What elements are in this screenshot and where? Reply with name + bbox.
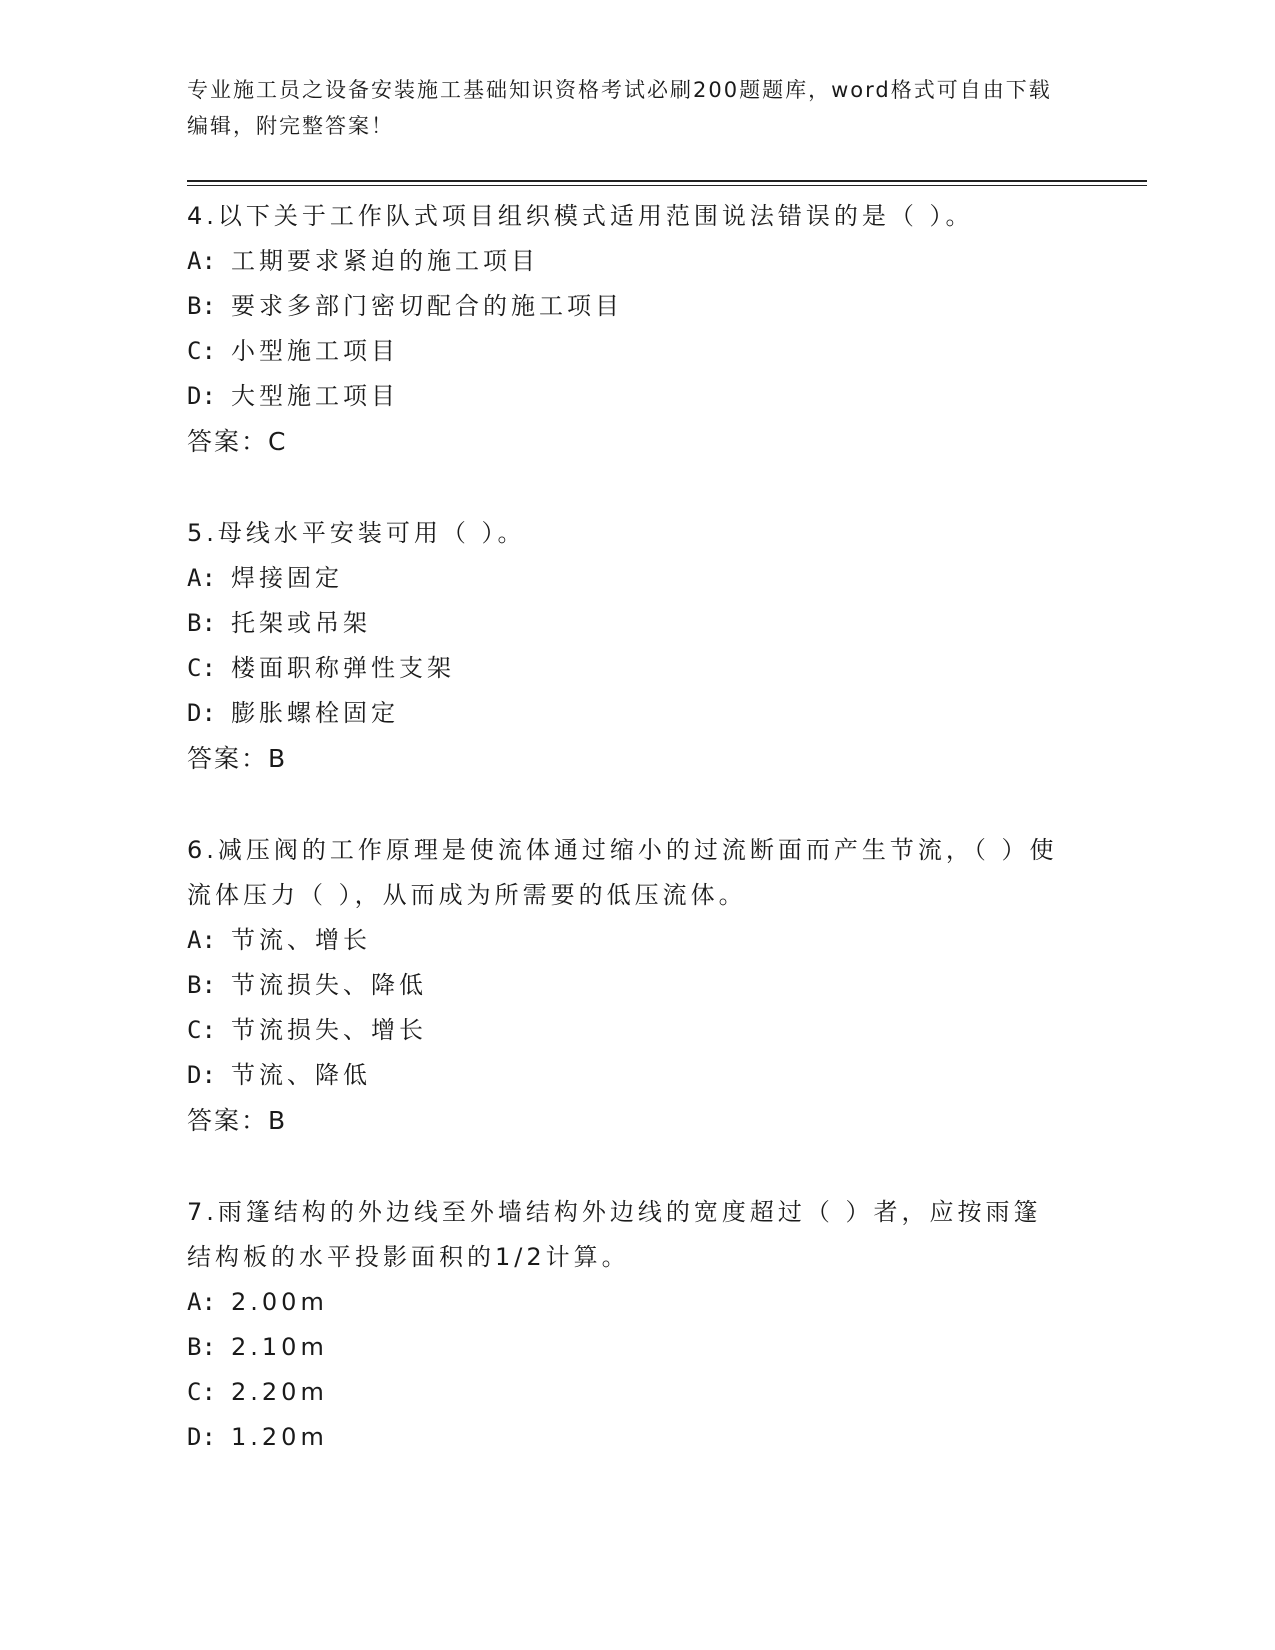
option-d bbox=[187, 374, 1147, 419]
option-c bbox=[187, 1008, 1147, 1053]
answer-line: 答案：C bbox=[187, 427, 288, 456]
question-item bbox=[187, 194, 1147, 465]
option-letter: B: bbox=[187, 609, 216, 637]
option-b bbox=[187, 1325, 1147, 1370]
option-a bbox=[187, 1280, 1147, 1325]
option-letter: D: bbox=[187, 699, 216, 727]
option-letter: B: bbox=[187, 292, 216, 320]
question-text: 7.雨篷结构的外边线至外墙结构外边线的宽度超过（ ）者，应按雨篷结构板的水平投影面积的1/2计算。 bbox=[187, 1198, 1042, 1271]
question-item bbox=[187, 1190, 1147, 1460]
option-c bbox=[187, 646, 1147, 691]
option-text: 膨胀螺栓固定 bbox=[231, 699, 399, 727]
option-letter: B: bbox=[187, 971, 216, 999]
option-text: 1.20m bbox=[231, 1423, 328, 1451]
option-text: 楼面职称弹性支架 bbox=[231, 654, 455, 682]
option-letter: D: bbox=[187, 382, 216, 410]
answer-line: 答案：B bbox=[187, 1106, 288, 1135]
question-text: 4.以下关于工作队式项目组织模式适用范围说法错误的是（ ）。 bbox=[187, 202, 974, 230]
question-item bbox=[187, 828, 1147, 1144]
option-a bbox=[187, 556, 1147, 601]
option-letter: C: bbox=[187, 654, 216, 682]
document-intro: 专业施工员之设备安装施工基础知识资格考试必刷200题题库，word格式可自由下载编辑，附完整答案！ bbox=[187, 78, 1052, 138]
option-text: 2.00m bbox=[231, 1288, 328, 1316]
option-letter: A: bbox=[187, 564, 216, 592]
option-text: 节流损失、降低 bbox=[231, 971, 427, 999]
option-text: 2.10m bbox=[231, 1333, 328, 1361]
option-text: 节流、降低 bbox=[231, 1061, 371, 1089]
option-d bbox=[187, 691, 1147, 736]
option-letter: A: bbox=[187, 1288, 216, 1316]
option-c bbox=[187, 329, 1147, 374]
option-letter: A: bbox=[187, 247, 216, 275]
option-letter: B: bbox=[187, 1333, 216, 1361]
question-text: 5.母线水平安装可用（ ）。 bbox=[187, 519, 526, 547]
question-item bbox=[187, 511, 1147, 782]
document-page bbox=[187, 72, 1147, 1506]
option-letter: C: bbox=[187, 337, 216, 365]
option-letter: A: bbox=[187, 926, 216, 954]
option-text: 托架或吊架 bbox=[231, 609, 371, 637]
option-b bbox=[187, 601, 1147, 646]
option-d bbox=[187, 1415, 1147, 1460]
option-text: 焊接固定 bbox=[231, 564, 343, 592]
option-letter: C: bbox=[187, 1378, 216, 1406]
option-text: 节流损失、增长 bbox=[231, 1016, 427, 1044]
option-a bbox=[187, 239, 1147, 284]
option-b bbox=[187, 963, 1147, 1008]
option-letter: D: bbox=[187, 1423, 216, 1451]
option-text: 大型施工项目 bbox=[231, 382, 399, 410]
option-c bbox=[187, 1370, 1147, 1415]
option-letter: C: bbox=[187, 1016, 216, 1044]
option-text: 小型施工项目 bbox=[231, 337, 399, 365]
question-text: 6.减压阀的工作原理是使流体通过缩小的过流断面而产生节流，（ ）使流体压力（ ），从而成为所需要的低压流体。 bbox=[187, 836, 1058, 909]
option-b bbox=[187, 284, 1147, 329]
option-a bbox=[187, 918, 1147, 963]
header-divider bbox=[187, 180, 1147, 186]
question-list bbox=[187, 194, 1147, 1460]
option-text: 要求多部门密切配合的施工项目 bbox=[231, 292, 623, 320]
answer-line: 答案：B bbox=[187, 744, 288, 773]
option-letter: D: bbox=[187, 1061, 216, 1089]
option-d bbox=[187, 1053, 1147, 1098]
option-text: 节流、增长 bbox=[231, 926, 371, 954]
option-text: 工期要求紧迫的施工项目 bbox=[231, 247, 539, 275]
option-text: 2.20m bbox=[231, 1378, 328, 1406]
